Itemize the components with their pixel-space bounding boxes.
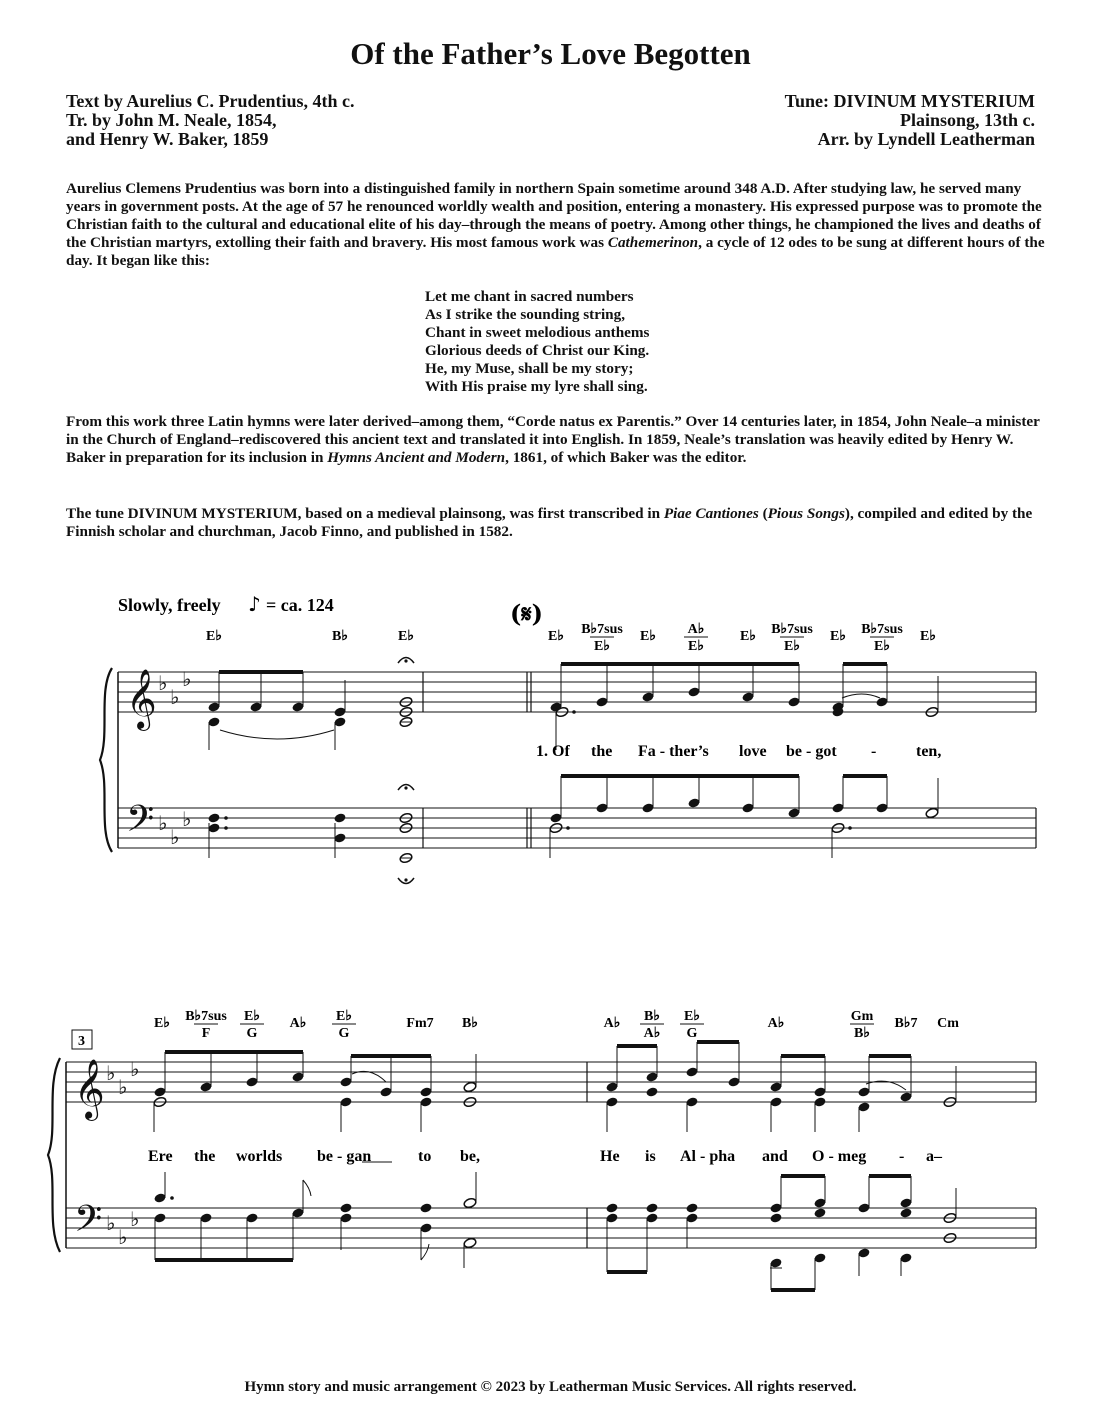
measure-number: 3 (78, 1034, 85, 1049)
credit-line: Tune: DIVINUM MYSTERIUM (784, 91, 1035, 111)
svg-text:♭: ♭ (106, 1211, 116, 1235)
treble-clef-icon: 𝄞 (126, 669, 157, 729)
para-italic: Piae Cantiones (663, 505, 759, 522)
para-italic: Cathemerinon (607, 234, 699, 251)
treble-notes-m4 (605, 1066, 912, 1112)
para-text: , a cycle of 12 odes to be sung at different hours of the day. It began like this: (66, 234, 1045, 269)
chord-bass: E♭ (784, 639, 800, 654)
chord-bass: B♭ (854, 1026, 870, 1041)
treble-clef-icon: 𝄞 (74, 1059, 105, 1119)
chord-symbols-2 (154, 1009, 959, 1041)
chord-bass: G (338, 1026, 350, 1041)
bass-staff-1 (118, 808, 1036, 848)
credit-line: Tr. by John M. Neale, 1854, (66, 110, 277, 130)
brace (100, 668, 112, 852)
svg-text:♭: ♭ (182, 667, 192, 691)
chord-bass: G (246, 1026, 258, 1041)
lyric-syllable: be - gan (317, 1148, 372, 1165)
poem-line: He, my Muse, shall be my story; (425, 360, 634, 377)
svg-text:♭: ♭ (118, 1075, 128, 1099)
chord-bass: E♭ (594, 639, 610, 654)
lyric-syllable: and (762, 1148, 788, 1165)
copyright-footer: Hymn story and music arrangement © 2023 by Leatherman Music Services. All rights reserved. (244, 1379, 857, 1395)
lyric-syllable: is (645, 1148, 656, 1165)
lyric-syllable: the (194, 1148, 216, 1165)
chord-symbol: E♭ (684, 1009, 700, 1024)
treble-stems-m2 (561, 664, 887, 707)
lyric-syllable: O - meg (812, 1148, 867, 1165)
chord-symbol: E♭ (920, 629, 936, 644)
svg-text:♭: ♭ (182, 807, 192, 831)
poem-line: Let me chant in sacred numbers (425, 288, 634, 305)
svg-text:♭: ♭ (106, 1061, 116, 1085)
chord-symbol: B♭7sus (771, 622, 813, 637)
chord-symbol: E♭ (398, 629, 414, 644)
chord-symbol: E♭ (548, 629, 564, 644)
poem-line: As I strike the sounding string, (425, 306, 626, 323)
chord-symbol: A♭ (767, 1016, 785, 1031)
lyric-syllable: worlds (236, 1148, 283, 1165)
treble-notes-m1 (207, 701, 346, 727)
lyric-syllable: be, (460, 1148, 480, 1165)
chord-symbol: A♭ (289, 1016, 307, 1031)
chord-symbol: B♭7sus (861, 622, 903, 637)
lyric-syllable: Al - pha (680, 1148, 736, 1165)
lyrics-2 (148, 1148, 943, 1165)
svg-text:♭: ♭ (170, 685, 180, 709)
para-italic: Hymns Ancient and Modern (327, 449, 506, 466)
chord-bass: E♭ (874, 639, 890, 654)
para-text: From this work three Latin hymns were later derived–among them, “Corde natus ex Parentis.” Over 14 centuries later, in 1854, John Neale–a minister in the Church of England–rediscovered this ancient text and translated it into English. In 1859, Neale’s translation was heavily edited by Henry W. Baker in preparation for its inclusion in (66, 413, 1040, 466)
para-text: The tune DIVINUM MYSTERIUM, based on a medieval plainsong, was first transcribed in (66, 505, 664, 522)
credit-line: and Henry W. Baker, 1859 (66, 129, 269, 149)
lyric-syllable: Fa - ther’s (638, 743, 709, 760)
chord-symbols-1 (206, 622, 936, 654)
lyric-syllable: to (418, 1148, 432, 1165)
para-text: ), compiled and edited by the Finnish scholar and churchman, Jacob Finno, and published in 1582. (66, 505, 1033, 540)
para-text: , 1861, of which Baker was the editor. (505, 449, 747, 466)
lyric-syllable: Ere (148, 1148, 173, 1165)
chord-bass: G (686, 1026, 698, 1041)
chord-symbol: A♭ (603, 1016, 621, 1031)
chord-bass: F (201, 1026, 211, 1041)
svg-text:♭: ♭ (170, 825, 180, 849)
lyric-syllable: 1. Of (536, 743, 570, 760)
chord-symbol: E♭ (154, 1016, 170, 1031)
chord-symbol: E♭ (740, 629, 756, 644)
para-italic: Pious Songs (767, 505, 845, 522)
lyric-syllable: the (591, 743, 613, 760)
bass-staff-2 (66, 1208, 1036, 1248)
poem-line: Glorious deeds of Christ our King. (425, 342, 650, 359)
chord-symbol: B♭ (332, 629, 348, 644)
chord-symbol: B♭7 (894, 1016, 918, 1031)
chord-bass: E♭ (688, 639, 704, 654)
credit-line: Arr. by Lyndell Leatherman (817, 129, 1035, 149)
svg-text:♭: ♭ (158, 811, 168, 835)
svg-text:♭: ♭ (130, 1207, 140, 1231)
lyric-syllable: - (899, 1148, 905, 1165)
page-title: Of the Father’s Love Begotten (350, 36, 751, 71)
para-text: ( (758, 505, 768, 522)
lyric-syllable: a– (926, 1148, 942, 1165)
poem-line: With His praise my lyre shall sing. (425, 378, 648, 395)
lyric-syllable: - (871, 743, 877, 760)
svg-text:♭: ♭ (158, 671, 168, 695)
chord-symbol: B♭7sus (581, 622, 623, 637)
segno-sign: (𝄋) (510, 599, 544, 628)
chord-symbol: E♭ (830, 629, 846, 644)
chord-symbol: E♭ (640, 629, 656, 644)
tempo-marking: Slowly, freely (118, 595, 221, 615)
chord-bass: A♭ (643, 1026, 661, 1041)
chord-symbol: Fm7 (406, 1016, 434, 1031)
svg-text:♭: ♭ (130, 1057, 140, 1081)
lyrics-1 (536, 743, 941, 760)
tempo-value: = ca. 124 (266, 595, 334, 615)
credit-line: Text by Aurelius C. Prudentius, 4th c. (66, 91, 355, 111)
lyric-syllable: ten, (916, 743, 942, 760)
bass-clef-icon: 𝄢 (126, 798, 155, 849)
para-text: Aurelius Clemens Prudentius was born into a distinguished family in northern Spain sometime around 348 A.D. After studying law, he served many years in government posts. At the age of 57 he renounced worldly wealth and position, entering a monastery. His expressed purpose was to promote the Christian faith to the cultural and educational elite of his day–through the means of poetry. Among other things, he championed the lives and deaths of the Christian martyrs, extolling their faith and bravery. His most famous work was (66, 180, 1042, 251)
bass-fermata-chord (398, 785, 414, 884)
lyric-syllable: love (739, 743, 767, 760)
treble-stems-m1 (209, 672, 345, 750)
bass-clef-icon: 𝄢 (74, 1198, 103, 1249)
fermata-chord (398, 658, 414, 728)
chord-symbol: B♭ (462, 1016, 478, 1031)
chord-symbol: A♭ (687, 622, 705, 637)
chord-symbol: B♭ (644, 1009, 660, 1024)
poem-line: Chant in sweet melodious anthems (425, 324, 650, 341)
lyric-syllable: He (600, 1148, 620, 1165)
chord-symbol: E♭ (336, 1009, 352, 1024)
bass-notes-m2 (549, 797, 888, 823)
credit-line: Plainsong, 13th c. (899, 110, 1035, 130)
chord-symbol: Cm (937, 1016, 959, 1031)
lyric-syllable: be - got (786, 743, 837, 760)
chord-symbol: Gm (850, 1009, 874, 1024)
chord-symbol: B♭7sus (185, 1009, 227, 1024)
chord-symbol: E♭ (244, 1009, 260, 1024)
chord-symbol: E♭ (206, 629, 222, 644)
eighth-note-icon: ♪ (248, 592, 261, 616)
svg-text:♭: ♭ (118, 1225, 128, 1249)
brace (48, 1058, 60, 1252)
